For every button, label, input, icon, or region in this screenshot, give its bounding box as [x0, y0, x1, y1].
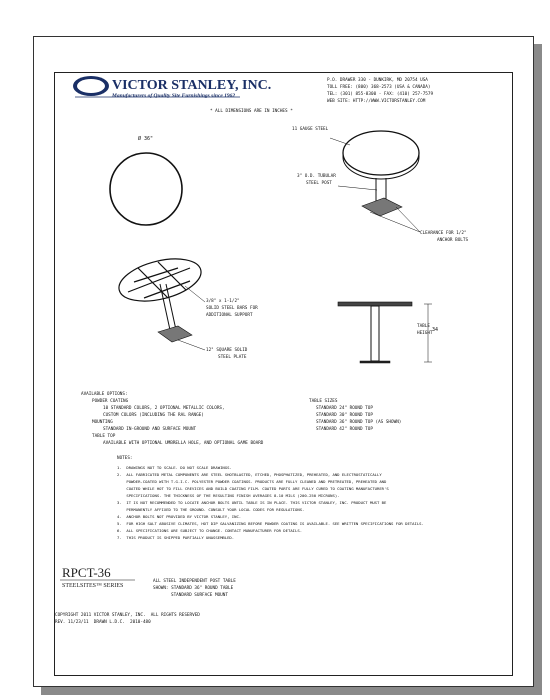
- bars-label-1: 3/8" x 1-1/2": [206, 299, 240, 304]
- options-line-4: MOUNTING: [92, 420, 113, 425]
- note-line: 4. ANCHOR BOLTS NOT PROVIDED BY VICTOR STANLEY, INC.: [117, 514, 242, 519]
- post-label-1: 3" O.D. TUBULAR: [297, 174, 336, 179]
- table-height-label-1: TABLE: [417, 324, 430, 329]
- top-view-drawing: [110, 153, 182, 225]
- size-item-1: STANDARD 24" ROUND TOP: [316, 406, 373, 411]
- options-line-1: POWDER COATING: [92, 399, 129, 404]
- options-line-3: CUSTOM COLORS (INCLUDING THE RAL RANGE): [103, 413, 204, 418]
- revision-info: REV. 11/23/11 DRAWN L.D.C. 2010-480: [55, 620, 151, 625]
- note-line: SPECIFICATIONS. THE THICKNESS OF THE RESULTING FINISH AVERAGES 8-10 MILS (200-250 MICRONS).: [117, 493, 340, 498]
- note-line: PERMANENTLY AFFIXED TO THE GROUND. CONSULT YOUR LOCAL CODES FOR REGULATIONS.: [117, 507, 305, 512]
- description-line-1: ALL STEEL INDEPENDENT POST TABLE: [153, 579, 236, 584]
- gauge-steel-label: 11 GAUGE STEEL: [292, 127, 329, 132]
- logo-mark: VS: [83, 81, 95, 91]
- company-tagline: Manufacturers of Quality Site Furnishings since 1962: [112, 93, 236, 99]
- note-line: 7. THIS PRODUCT IS SHIPPED PARTIALLY UNASSEMBLED.: [117, 535, 235, 540]
- note-line: COATED WHILE HOT TO FILL CREVICES AND BUILD COATING FILM. COATED PARTS ARE FULLY CURED TO COATING MANUFACTURER'S: [117, 486, 389, 491]
- model-number: RPCT-36: [62, 565, 111, 580]
- options-line-5: STANDARD IN-GROUND AND SURFACE MOUNT: [103, 427, 197, 432]
- plate-label-2: STEEL PLATE: [218, 355, 247, 360]
- clearance-label-2: ANCHOR BOLTS: [437, 238, 469, 243]
- description-line-2: SHOWN: STANDARD 36" ROUND TABLE: [153, 586, 234, 591]
- underside-view-drawing: [115, 251, 206, 350]
- contact-line-2: TOLL FREE: (800) 368-2573 (USA & CANADA): [327, 85, 431, 90]
- bars-label-2: SOLID STEEL BARS FOR: [206, 306, 258, 311]
- notes-title: NOTES:: [117, 456, 133, 461]
- size-item-3: STANDARD 36" ROUND TOP (AS SHOWN): [316, 420, 402, 425]
- options-title: AVAILABLE OPTIONS:: [81, 392, 128, 397]
- company-name: VICTOR STANLEY, INC.: [112, 78, 272, 93]
- sizes-title: TABLE SIZES: [309, 399, 338, 404]
- contact-line-1: P.O. DRAWER 330 - DUNKIRK, MD 20754 USA: [327, 78, 428, 83]
- clearance-label-1: CLEARANCE FOR 1/2": [420, 231, 467, 236]
- note-line: 1. DRAWINGS NOT TO SCALE. DO NOT SCALE DRAWINGS.: [117, 465, 232, 470]
- note-line: POWDER-COATED WITH T.G.I.C. POLYESTER POWDER COATINGS. PRODUCTS ARE FULLY CLEANED AND PRETREATED, PREHEATED AND: [117, 479, 387, 484]
- diameter-label: Ø 36": [138, 136, 154, 142]
- description-line-3: STANDARD SURFACE MOUNT: [171, 593, 228, 598]
- contact-line-3: TEL: (301) 855-8300 - FAX: (410) 257-7579: [327, 92, 434, 97]
- post-label-2: STEEL POST: [306, 181, 332, 186]
- bars-label-3: ADDITIONAL SUPPORT: [206, 313, 253, 318]
- size-item-4: STANDARD 42" ROUND TOP: [316, 427, 373, 432]
- contact-line-4: WEB SITE: HTTP://WWW.VICTORSTANLEY.COM: [327, 99, 426, 104]
- note-line: 2. ALL FABRICATED METAL COMPONENTS ARE STEEL SHOTBLASTED, ETCHED, PHOSPHATIZED, PREHEATED, AND ELECTROSTATICALLY: [117, 472, 382, 477]
- notes-block: [117, 464, 447, 541]
- table-height-label-2: HEIGHT: [417, 331, 433, 336]
- size-item-2: STANDARD 30" ROUND TOP: [316, 413, 373, 418]
- options-line-2: 10 STANDARD COLORS, 2 OPTIONAL METALLIC COLORS,: [103, 406, 225, 411]
- table-height-value: 34: [432, 327, 439, 333]
- copyright: COPYRIGHT 2011 VICTOR STANLEY, INC. ALL RIGHTS RESERVED: [55, 613, 200, 618]
- options-line-6: TABLE TOP: [92, 434, 116, 439]
- perspective-view-drawing: [330, 131, 420, 232]
- plate-label-1: 12" SQUARE SOLID: [206, 348, 248, 353]
- note-line: 5. FOR HIGH SALT ABUSIVE CLIMATES, HOT DIP GALVANIZING BEFORE POWDER COATING IS AVAILABLE. SEE WRITTEN SPECIFICATIONS FOR DETAILS.: [117, 521, 424, 526]
- note-line: 6. ALL SPECIFICATIONS ARE SUBJECT TO CHANGE. CONTACT MANUFACTURER FOR DETAILS.: [117, 528, 303, 533]
- dimensions-note: * ALL DIMENSIONS ARE IN INCHES *: [210, 109, 293, 114]
- options-line-7: AVAILABLE WITH OPTIONAL UMBRELLA HOLE, AND OPTIONAL GAME BOARD: [103, 441, 264, 446]
- note-line: 3. IT IS NOT RECOMMENDED TO LOCATE ANCHOR BOLTS UNTIL TABLE IS IN PLACE. THIS VICTOR STANLEY, INC. PRODUCT MUST BE: [117, 500, 387, 505]
- series-name: STEELSITES™ SERIES: [62, 583, 124, 589]
